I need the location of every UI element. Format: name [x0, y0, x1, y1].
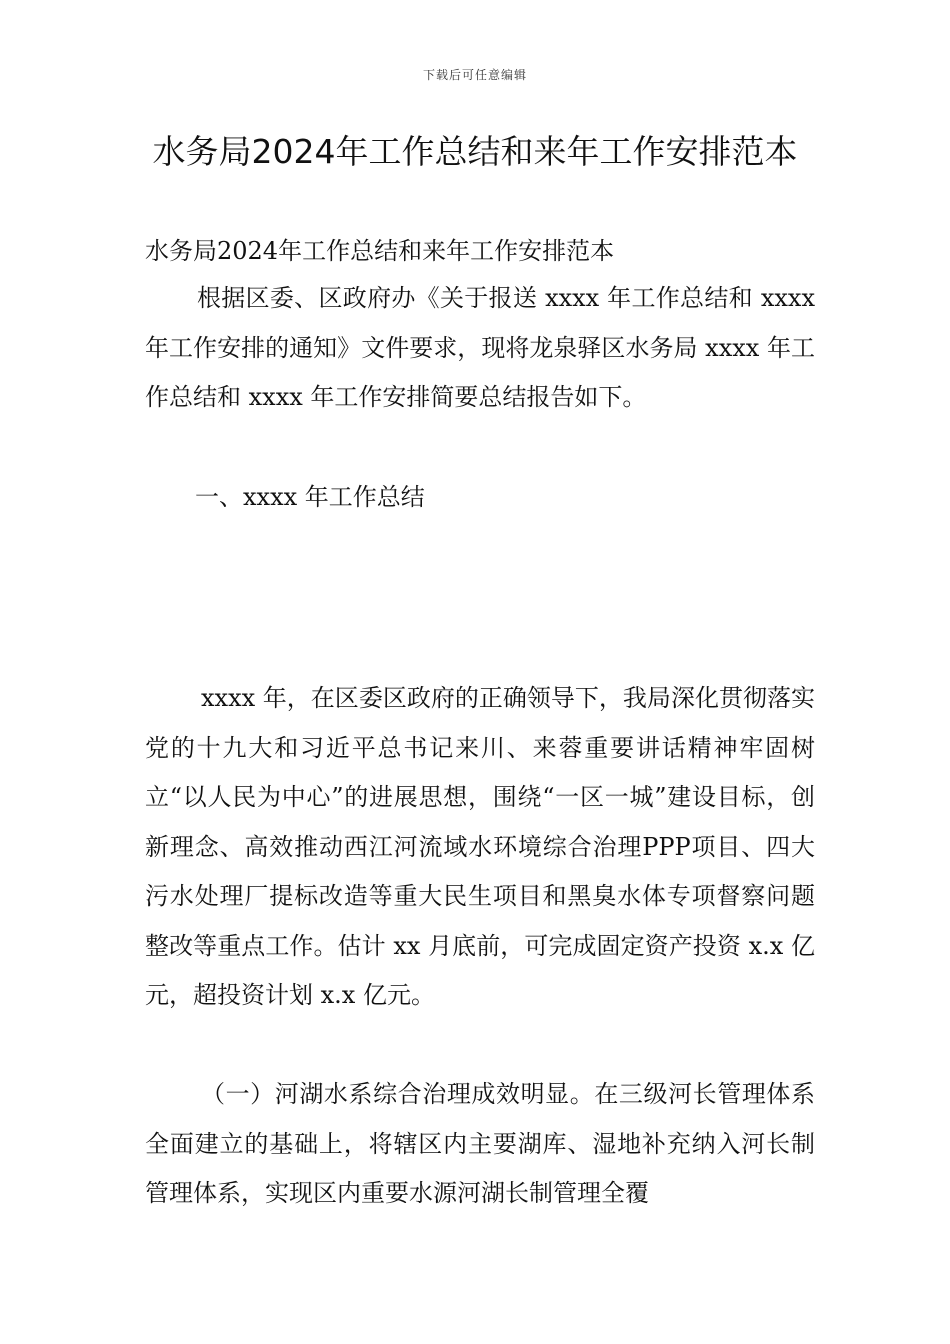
summary-paragraph: xxxx 年，在区委区政府的正确领导下，我局深化贯彻落实党的十九大和习近平总书记来川、来蓉重要讲话精神牢固树立“以人民为中心”的进展思想，围绕“一区一城”建设目标，创新理念、高效推动西江河流域水环境综合治理PPP项目、四大污水处理厂提标改造等重大民生项目和黑臭水体专项督察问题整改等重点工作。估计 xx 月底前，可完成固定资产投资 x.x 亿元，超投资计划 x.x 亿元。: [145, 684, 815, 1009]
document-subtitle: 水务局2024年工作总结和来年工作安排范本: [145, 237, 615, 265]
subsection-paragraph: （一）河湖水系综合治理成效明显。在三级河长管理体系全面建立的基础上，将辖区内主要湖库、湿地补充纳入河长制管理体系，实现区内重要水源河湖长制管理全覆: [145, 1080, 815, 1207]
document-title: 水务局2024年工作总结和来年工作安排范本: [152, 132, 798, 171]
intro-paragraph: 根据区委、区政府办《关于报送 xxxx 年工作总结和 xxxx 年工作安排的通知》文件要求，现将龙泉驿区水务局 xxxx 年工作总结和 xxxx 年工作安排简要总结报告如下。: [145, 284, 815, 411]
section-heading: 一、xxxx 年工作总结: [195, 483, 425, 511]
header-note: 下载后可任意编辑: [422, 68, 527, 82]
